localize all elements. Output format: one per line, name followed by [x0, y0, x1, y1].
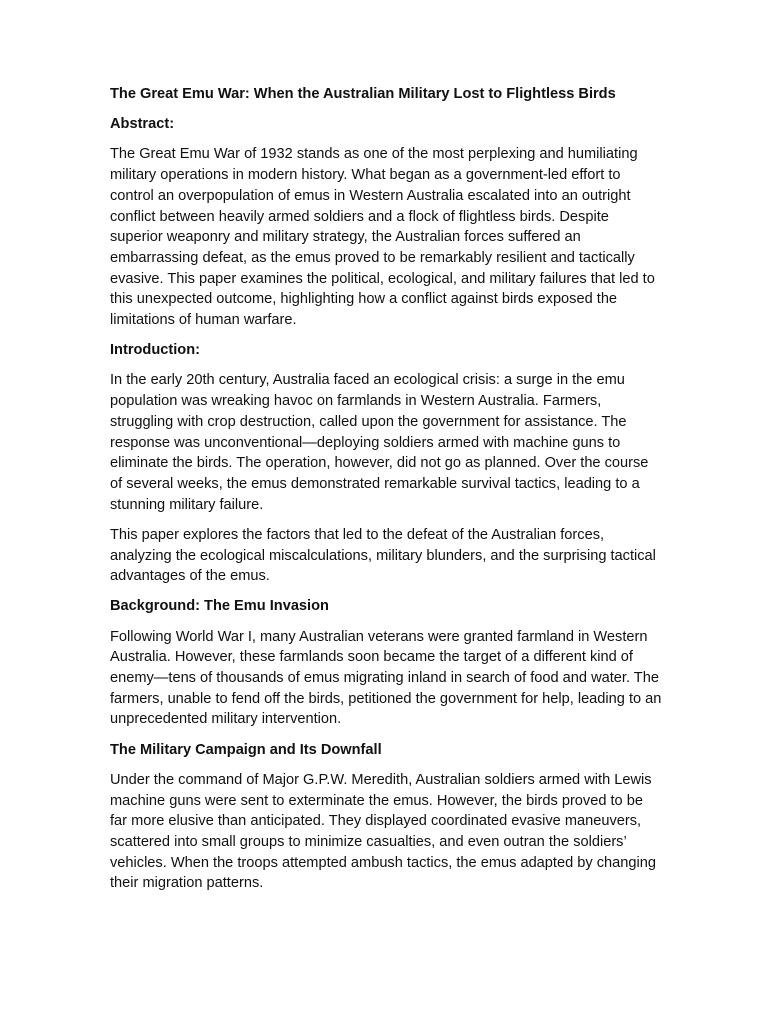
document-title: The Great Emu War: When the Australian Military Lost to Flightless Birds	[110, 86, 616, 102]
military-campaign-paragraph: Under the command of Major G.P.W. Meredith, Australian soldiers armed with Lewis machine guns were sent to exterminate the emus. However, the birds proved to be far more elusive than anticipated. They displayed coordinated evasive maneuvers, scattered into small groups to minimize casualties, and even outran the soldiers’ vehicles. When the troops attempted ambush tactics, the emus adapted by changing their migration patterns.	[110, 771, 656, 892]
abstract-paragraph: The Great Emu War of 1932 stands as one of the most perplexing and humiliating military operations in modern history. What began as a government-led effort to control an overpopulation of emus in Western Australia escalated into an outright conflict between heavily armed soldiers and a flock of flightless birds. Despite superior weaponry and military strategy, the Australian forces suffered an embarrassing defeat, as the emus proved to be remarkably resilient and tactically evasive. This paper examines the political, ecological, and military failures that led to this unexpected outcome, highlighting how a conflict against birds exposed the limitations of human warfare.	[110, 146, 655, 329]
introduction-paragraph-1: In the early 20th century, Australia faced an ecological crisis: a surge in the emu population was wreaking havoc on farmlands in Western Australia. Farmers, struggling with crop destruction, called upon the government for assistance. The response was unconventional—deploying soldiers armed with machine guns to eliminate the birds. The operation, however, did not go as planned. Over the course of several weeks, the emus demonstrated remarkable survival tactics, leading to a stunning military failure.	[110, 372, 649, 513]
introduction-paragraph-2: This paper explores the factors that led to the defeat of the Australian forces, analyzing the ecological miscalculations, military blunders, and the surprising tactical advantages of the emus.	[110, 526, 656, 585]
document-page	[110, 84, 662, 904]
background-paragraph: Following World War I, many Australian veterans were granted farmland in Western Australia. However, these farmlands soon became the target of a different kind of enemy—tens of thousands of emus migrating inland in search of food and water. The farmers, unable to fend off the birds, petitioned the government for help, leading to an unprecedented military intervention.	[110, 628, 662, 728]
section-heading-abstract: Abstract:	[110, 116, 175, 133]
section-heading-military-campaign: The Military Campaign and Its Downfall	[110, 741, 382, 758]
section-heading-introduction: Introduction:	[110, 342, 200, 359]
section-heading-background: Background: The Emu Invasion	[110, 598, 329, 615]
